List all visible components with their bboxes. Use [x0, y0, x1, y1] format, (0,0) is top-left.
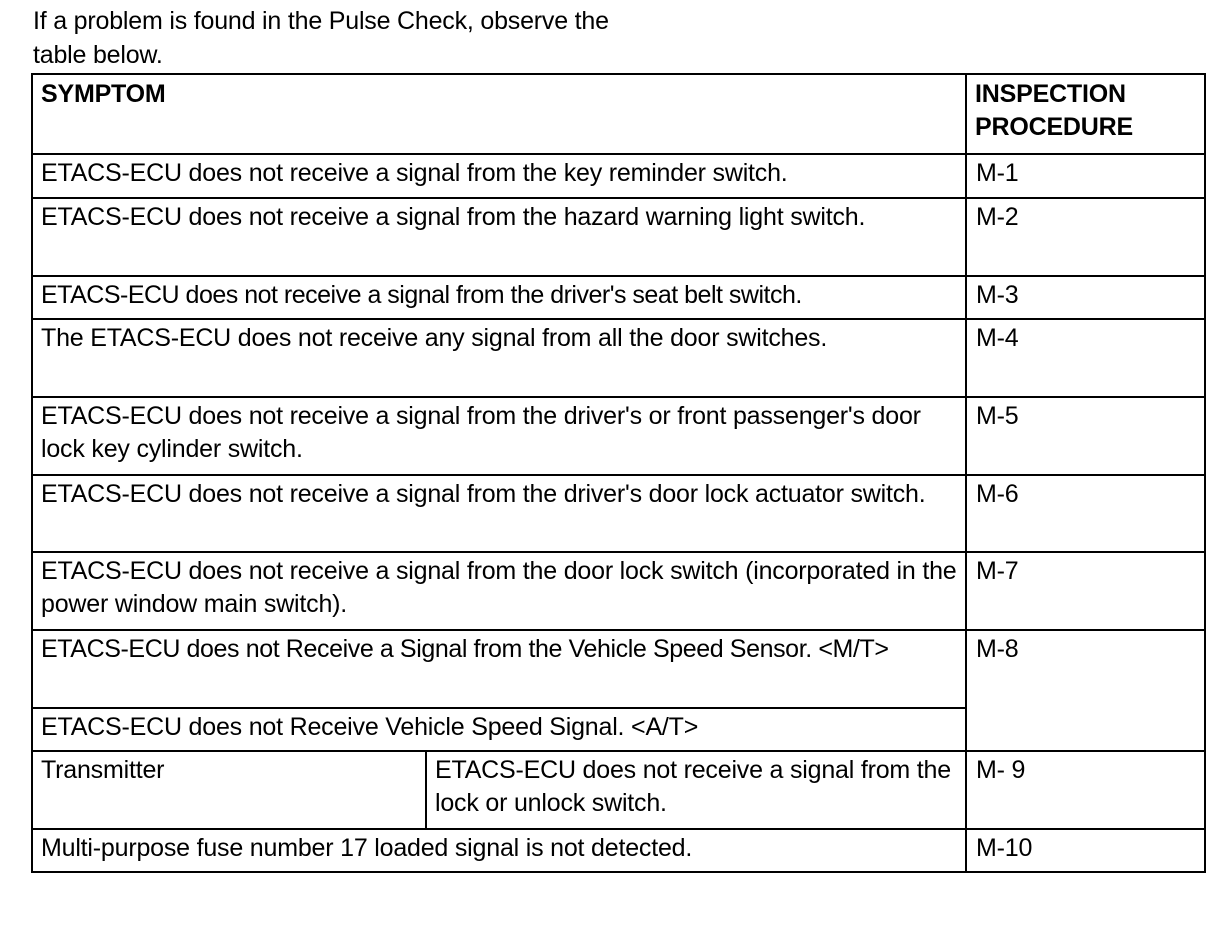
procedure-cell-speed: M-8: [966, 630, 1205, 751]
symptom-cell: ETACS-ECU does not receive a signal from the driver's seat belt switch.: [32, 276, 966, 319]
table-row-transmitter: [32, 751, 1205, 829]
table-row: [32, 475, 1205, 552]
intro-line-1: If a problem is found in the Pulse Check, observe the: [33, 7, 609, 35]
procedure-cell-fuse: M-10: [966, 829, 1205, 872]
symptom-cell: ETACS-ECU does not receive a signal from the hazard warning light switch.: [32, 198, 966, 276]
symptom-cell: The ETACS-ECU does not receive any signal from all the door switches.: [32, 319, 966, 397]
symptom-cell-speed-mt: ETACS-ECU does not Receive a Signal from the Vehicle Speed Sensor. <M/T>: [32, 630, 966, 708]
symptom-cell-speed-at: ETACS-ECU does not Receive Vehicle Speed Signal. <A/T>: [32, 708, 966, 751]
symptom-cell-fuse: Multi-purpose fuse number 17 loaded signal is not detected.: [32, 829, 966, 872]
procedure-cell: M-6: [966, 475, 1205, 552]
symptom-cell-transmitter: ETACS-ECU does not receive a signal from the lock or unlock switch.: [426, 751, 966, 829]
procedure-cell: M-1: [966, 154, 1205, 198]
procedure-cell-transmitter: M- 9: [966, 751, 1205, 829]
symptom-cell: ETACS-ECU does not receive a signal from the driver's or front passenger's door lock key cylinder switch.: [32, 397, 966, 475]
procedure-cell: M-3: [966, 276, 1205, 319]
table-row: [32, 319, 1205, 397]
table-row: [32, 397, 1205, 475]
procedure-cell: M-7: [966, 552, 1205, 630]
procedure-cell: M-5: [966, 397, 1205, 475]
category-cell-transmitter: Transmitter: [32, 751, 426, 829]
table-row-speed-mt: [32, 630, 1205, 708]
intro-text: [33, 4, 793, 72]
table-row-fuse: [32, 829, 1205, 872]
symptom-cell: ETACS-ECU does not receive a signal from the driver's door lock actuator switch.: [32, 475, 966, 552]
table-row: [32, 276, 1205, 319]
header-procedure-line-1: INSPECTION: [975, 80, 1126, 108]
procedure-cell: M-2: [966, 198, 1205, 276]
header-procedure-line-2: PROCEDURE: [975, 113, 1133, 141]
symptom-cell: ETACS-ECU does not receive a signal from the door lock switch (incorporated in the power window main switch).: [32, 552, 966, 630]
table-row: [32, 154, 1205, 198]
symptom-cell: ETACS-ECU does not receive a signal from the key reminder switch.: [32, 154, 966, 198]
table-header-row: [32, 74, 1205, 154]
intro-line-2: table below.: [33, 41, 163, 69]
symptom-table: [31, 73, 1206, 873]
header-symptom: SYMPTOM: [32, 74, 966, 154]
table-row: [32, 552, 1205, 630]
procedure-cell: M-4: [966, 319, 1205, 397]
header-inspection-procedure: [966, 74, 1205, 154]
table-row: [32, 198, 1205, 276]
